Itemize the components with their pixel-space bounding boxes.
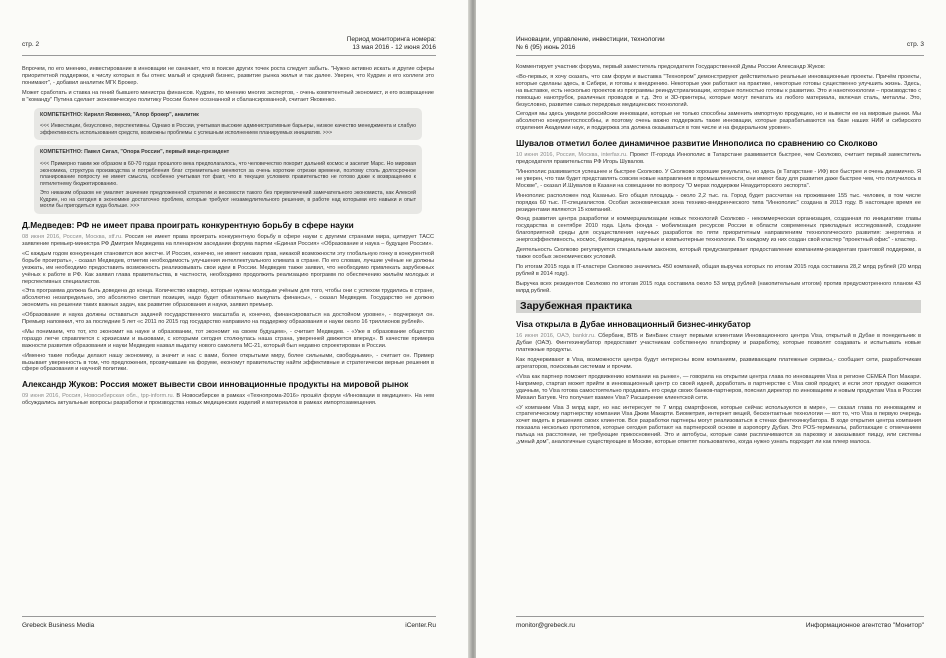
left-page [0, 0, 470, 658]
footer-left: monitor@grebeck.ru [516, 622, 575, 629]
article-paragraph: По итогам 2015 года в IT-кластере Сколково значились 450 компаний, общая выручка которых по итогам 2015 года составила 28,2 млрд рублей (20 млрд рублей в 2014 году). [516, 263, 921, 277]
article-title: Visa открыла в Дубае инновационный бизнес-инкубатор [516, 319, 751, 330]
quote-heading: КОМПЕТЕНТНО: Павел Сигал, "Опора России", первый вице-президент [40, 149, 230, 156]
article-lead-text: Проект IT-города Иннополис в Татарстане развивается быстрее, чем Сколково, считает первый заместитель председателя правительства РФ Игорь Шувалов. [516, 152, 922, 166]
article-paragraph: Фонд развития центра разработки и коммерциализации новых технологий Сколково - некоммерческая организация, созданная по инициативе главы государства в сентябре 2010 года. Цель фонда - мобилизация ресурсов России в области современных прикладных исследований, создание благоприятной среды для осуществления научных разработок по пяти приоритетным направлениям технологического развития: энергетика и энергоэффективность, космос, биомедицина, ядерные и компьютерные технологии. По каждому из них создан свой кластер "проектный офис" - кластер. [516, 216, 921, 244]
header-rule [22, 55, 436, 56]
quote-text: <<< Инвестиции, безусловно, перспективны. Однако в России, учитывая высокие административные барьеры, низкое качество менеджмента и слабую эффективность использования средств, возможны проблемы с успешным исполнением планируемых инициатив. >>> [40, 123, 416, 136]
quote-heading: КОМПЕТЕНТНО: Кирилл Яковенко, "Алор брокер", аналитик [40, 111, 199, 118]
article-paragraph: «У компании Visa 3 млрд карт, но нас интересует те 7 млрд смартфонов, которые сейчас используются в мире», — сказал глава по инновациям и стратегическому партнерству компании Visa Джим Макарти. Биометрия, интернет вещей, бесконтактные технологии — вот то, что Visa в первую очередь хочет видеть в решениях своих клиентов. Все разработки партнеры могут реализоваться в стенах финтехинкубатора. В ходе открытия центра компания показала несколько прототипов, которые сегодня работают на партнерской основе в аэропорту Дубая. Это POS-терминалы, работающие с отмечанием пальца на расстоянии, не требующие прикосновений. Это и автобусы, которые сами расплачиваются за парковку и заказывают пиццу, или системы „умный дом", аналогичные существующие в Москве, которые ответят пользователю, когда нужно узнать подходит ли как плеер малоса. [516, 404, 921, 446]
footer-rule [516, 616, 924, 617]
quote-text: Это никаким образом не умаляет значение предложенной стратегии и весомости такого без преувеличений замечательного экономиста, как Алексей Кудрин, но на сегодня в экономике достаточно проблем, которые требуют незамедлительного решения, в работе над которыми его навыки и опыт могли бы пригодиться куда больше. >>> [40, 190, 416, 210]
intro-paragraph: Может сработать и ставка на гений бывшего министра финансов. Кудрин, по мнению многих экспертов, - очень компетентный экономист, и его возвращение в "команду" Путина сделает экономическую политику России более осознанной и сбалансированной, считает Яковенко. [22, 89, 434, 103]
article-paragraph: «Именно такие победы делают нашу экономику, а значит и нас с вами, более открытыми миру, более сильными, свободными», - считает он. Пример вызывает уверенность в том, что предложения, прозвучавшие на форуме, економут правительству найти эффективные и стратегически верные решения в сфере образования и научной политики. [22, 352, 434, 373]
article-paragraph: Иннополис расположен под Казанью. Его общая площадь - около 2,2 тыс. га. Город будет рассчитан на проживание 155 тыс. человек, в том числе порядка 60 тыс. IT-специалистов. Особая экономическая зона технико-внедренческого типа "Иннополис" создана в 2013 году. В настоящее время ее резидентами являются 15 компаний. [516, 192, 921, 213]
article-paragraph: «Образование и наука должны оставаться задачей государственного масштаба и, конечно, финансироваться на достойном уровне», - подчеркнул он. Премьер напомнил, что за последние 5 лет «с 2011 по 2015 год государство направило на поддержку образования и науки около 16 триллионов рублей». [22, 312, 434, 326]
footer-rule [22, 616, 436, 617]
article-paragraph: «Visa как партнер поможет продвижению компании на рынке», — говорила на открытии центра глава по инновациям Visa в регионе CEMEA Пол Макари. Например, стартап может прийти в инновационный центр со своей идеей, доработать в партнерстве с Visa свой продукт, и если этот продукт окажется удачным, то Visa готова самостоятельно продавать его среди своих банков-партнеров, пояснил директор по инновациям и новым продуктам Visa в России Михаил Батуев. Что получает взамен Visa? Расширение клиентской сети. [516, 373, 921, 401]
article-lead-text: В Новосибирске в рамках «Технопрома-2016» прошёл форум «Инновации в медицине». На нем обсуждались актуальные вопросы разработки и производства новых медицинских изделий и материалов в рамках импортозамещения. [22, 393, 434, 407]
article-paragraph: Деятельность Сколково регулируется специальным законом, который предусматривает предоставление компаниям-резидентам грантовой поддержки, а также особых экономических условий. [516, 247, 921, 260]
header-block [516, 36, 665, 52]
article-title: Александр Жуков: Россия может вывести свои инновационные продукты на мировой рынок [22, 379, 409, 390]
header-block [347, 36, 436, 52]
header-dates: № 6 (95) июнь 2016 [516, 44, 576, 51]
article-paragraph: «Мы понимаем, что тот, кто экономит на науке и образовании, тот экономит на своем будущем», - считает Медведев. - «Уже в образование общество гораздо легче справляется с кризисами и вызовами, с которыми сегодня столкнулась наша страна, уверенней движется вперед». В качестве примера важности развития образования и науки Медведев назвал выдатку нового самолета МС-21, который был недавно спроектирован в России. [22, 328, 434, 349]
page-number: стр. 3 [906, 41, 924, 48]
intro-paragraph: Комментирует участник форума, первый заместитель председателя Государственной Думы России Александр Жуков: [516, 64, 826, 70]
article-paragraph: Выручка всех резидентов Сколково по итогам 2015 года составила около 53 млрд рублей (накопительным итогом) против предусмотренного планом 43 млрд рублей. [516, 280, 921, 294]
article-paragraph: "Иннополис развивается успешнее и быстрее Сколково. У Сколково хорошие результаты, но здесь (в Татарстане - ИФ) все быстрее и очень динамично. Я не уверен, что там будет представлять совсем новые направления в промышленности, они имеют базу для развития даже быстрее чем, что получилось в Москве", - сказал И.Шувалов в Казани на совещании по вопросу "О мерах поддержки Неаудиторского экспорта". [516, 168, 921, 189]
right-column [516, 64, 921, 449]
header-title: Период мониторинга номера: [346, 36, 436, 43]
quote-box [34, 145, 422, 214]
header-dates: 13 мая 2016 - 12 июня 2016 [352, 44, 436, 51]
article-meta: 10 июня 2016, Россия, Москва, interfax.ru. [516, 152, 628, 159]
quote-text: <<< Примерно таким же образом в 60-70 годах прошлого века предполагалось, что человечество покорит дальний космос и заселит Марс. Но мировая экономика, структура производства и потребления благ стремительно меняются за очень короткие отрезки времени, поэтому столь долгосрочное планирование попросту не имеет смысла, особенно учитывая тот факт, что в текущих условиях правительство не готово даже к возвращению к пятилетнему бюджетированию. [40, 160, 416, 187]
article-lead [22, 393, 434, 407]
footer-left: Grebeck Business Media [22, 622, 95, 629]
header-title: Инновации, управление, инвестиции, технологии [516, 36, 665, 43]
quote-box [34, 108, 422, 141]
article-paragraph: «Эта программа должна быть доведена до конца. Количество квартир, которые нужны молодым учёным для того, чтобы они с успехом трудились в стране, абсолютно незапредельно, это абсолютно светлая позиция, надо будет обязательно выкупать финансы», - сказал Медведев. Государство не должно экономить на решении таких важных задач, как развитие образования и науки, заявил премьер. [22, 288, 434, 309]
article-lead [516, 333, 921, 354]
footer-right: iCenter.Ru [405, 622, 436, 629]
header-rule [516, 55, 924, 56]
intro-paragraph: Впрочем, по его мнению, инвестирование в инновации не означает, что в поиске других точек роста следует забыть. "Нужно активно искать и другие сферы приоритетной поддержки, к числу которых я бы отнес малый и средний бизнес, развитие рынка жилья и так далее. Уверен, что Кудрин и его коллеги это понимают", - добавил аналитик МГК Брокер. [22, 66, 434, 86]
article-lead [516, 152, 921, 166]
article-lead-text: Сбербанк, ВТБ и БинБанк станут первыми клиентами Инновационного центра Visa, открытый в Дубае в понедельник в Дубае (ОАЭ). Финтехинкубатор предоставит участникам собственную платформу и разработку, которые позволят создавать и испытывать новые платежные продукты. [516, 333, 921, 354]
article-meta: 09 июня 2016, Россия, Новосибирская обл., tpp-inform.ru. [22, 393, 175, 400]
article-meta: 08 июня 2016, Россия, Москва, stf.ru. [22, 234, 123, 241]
intro-paragraph: «Во-первых, я хочу сказать, что сам форум и выставка "Технопром" демонстрируют действительно реальные инновационные проекты. Причём проекты, которые сделаны здесь, в Сибири, и готовы к внедрению. Некоторые уже работают на практике, некоторые готовы существенно улучшить жизнь. Здесь, на выставке, есть несколько проектов из программы реиндустриализации, которые полностью готовы к развитию. Это и нанотехнологии – производство с помощью нанотрубок, различных проводов и т.д. Это и 3D-принтеры, которые могут печатать из любого материала, включая сталь, металлы. Это, безусловно, развитие самых передовых медицинских технологий. [516, 73, 921, 108]
footer-right: Информационное агентство "Монитор" [805, 622, 924, 629]
article-title: Шувалов отметил более динамичное развитие Иннополиса по сравнению со Сколково [516, 138, 878, 149]
right-page [476, 0, 946, 658]
article-meta: 16 июня 2016, ОАЭ, bankir.ru. [516, 333, 596, 340]
article-lead-text: Россия не имеет права проиграть конкурентную борьбу в сфере науки с другими странами мира, цитирует ТАСС заявление премьер-министра РФ Дмитрия Медведева на пленарном заседании форума партии «Единая Россия» «Образование и наука – будущее России». [22, 234, 434, 247]
section-heading: Зарубежная практика [516, 300, 921, 313]
page-number: стр. 2 [22, 41, 40, 48]
left-column [22, 66, 434, 410]
article-title: Д.Медведев: РФ не имеет права проиграть конкурентную борьбу в сфере науки [22, 220, 354, 231]
intro-paragraph: Сегодня мы здесь увидели российские инновации, которые не только способны заменить импортную продукцию, но и вывести ее на мировые рынки. Мы абсолютно конкурентоспособны, и поэтому очень важно поддержать такие инновации, которые разрабатываются на базе наших НИИ и сибирского отделения Академии наук, и поддержка эта должна оказываться в том числе и на федеральном уровне». [516, 111, 921, 132]
article-paragraph: «С каждым годом конкуренция становится все жестче. И Россия, конечно, не имеет никаких прав, никакой возможности эту глобальную гонку в конкурентной борьбе проиграть», - сказал Медведев, отметив необходимость улучшения интеллектуального климата в стране. По его словам, лучшие учёные не должны уезжать, им необходимо предоставить возможность реализовывать свои идеи в России. Медведев также заявил, что необходимо привлекать зарубежных учёных к работе в РФ. Как заявил глава правительства, в частности, необходимо продолжить реализацию программ по обеспечению жильём молодых и перспективных специалистов. [22, 250, 434, 285]
article-lead [22, 234, 434, 248]
article-paragraph: Как подчеркивают в Visa, возможности центра будут интересны всем компаниям, развивающим платежные сервисы,- сообщает сети, разработчикам агрегаторов, поисковым системам и прочим. [516, 357, 921, 370]
